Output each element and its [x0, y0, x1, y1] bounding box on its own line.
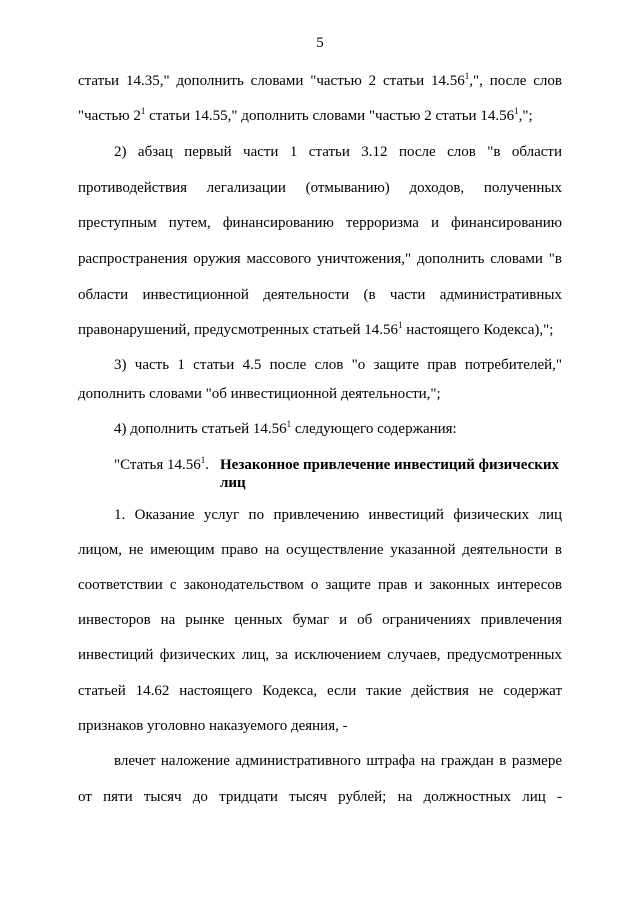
- text-fragment: .: [205, 457, 209, 473]
- paragraph-4-line: [114, 420, 562, 438]
- text-fragment: правонарушений, предусмотренных статьей 14.56: [78, 322, 399, 338]
- body-line: инвесторов на рынке ценных бумаг и об ограничениях привлечения: [78, 612, 562, 628]
- paragraph-2-line: распространения оружия массового уничтожения," дополнить словами "в: [78, 251, 562, 267]
- superscript: 1: [200, 455, 206, 465]
- text-line: [78, 107, 562, 125]
- text-fragment: "Статья 14.56: [114, 457, 201, 473]
- text-fragment: следующего содержания:: [291, 421, 457, 437]
- superscript: 1: [514, 106, 519, 116]
- superscript: 1: [286, 419, 292, 429]
- body-line: влечет наложение административного штрафа на граждан в размере: [114, 753, 562, 769]
- text-fragment: "частью 2: [78, 108, 141, 124]
- text-fragment: ,", после слов: [469, 73, 562, 89]
- paragraph-2-line: области инвестиционной деятельности (в части административных: [78, 287, 562, 303]
- body-line: 1. Оказание услуг по привлечению инвестиций физических лиц: [114, 507, 562, 523]
- text-line: [78, 72, 562, 90]
- body-line: инвестиций физических лиц, за исключением случаев, предусмотренных: [78, 647, 562, 663]
- body-line: от пяти тысяч до тридцати тысяч рублей; на должностных лиц -: [78, 789, 562, 805]
- paragraph-2-line: противодействия легализации (отмыванию) доходов, полученных: [78, 180, 562, 196]
- superscript: 1: [140, 106, 146, 116]
- body-line: лицом, не имеющим право на осуществление указанной деятельности в: [78, 542, 562, 558]
- text-fragment: ,";: [518, 108, 533, 124]
- paragraph-2-line: 2) абзац первый части 1 статьи 3.12 после слов "в области: [114, 144, 562, 160]
- text-fragment: статьи 14.55," дополнить словами "частью 2 статьи 14.56: [145, 108, 515, 124]
- page-number: 5: [316, 35, 324, 51]
- paragraph-2-line: [78, 321, 562, 339]
- body-line: статьей 14.62 настоящего Кодекса, если такие действия не содержат: [78, 683, 562, 699]
- text-fragment: статьи 14.35," дополнить словами "частью 2 статьи 14.56: [78, 73, 465, 89]
- text-fragment: 4) дополнить статьей 14.56: [114, 421, 287, 437]
- article-label: [114, 456, 209, 474]
- text-fragment: настоящего Кодекса),";: [402, 322, 554, 338]
- superscript: 1: [464, 71, 470, 81]
- superscript: 1: [398, 320, 403, 330]
- paragraph-3-line: 3) часть 1 статьи 4.5 после слов "о защите прав потребителей,": [114, 357, 562, 373]
- body-line: соответствии с законодательством о защите прав и законных интересов: [78, 577, 562, 593]
- body-line: признаков уголовно наказуемого деяния, -: [78, 718, 348, 734]
- article-title: Незаконное привлечение инвестиций физических лиц: [220, 457, 560, 491]
- paragraph-3-line: дополнить словами "об инвестиционной деятельности,";: [78, 386, 441, 402]
- paragraph-2-line: преступным путем, финансированию терроризма и финансированию: [78, 215, 562, 231]
